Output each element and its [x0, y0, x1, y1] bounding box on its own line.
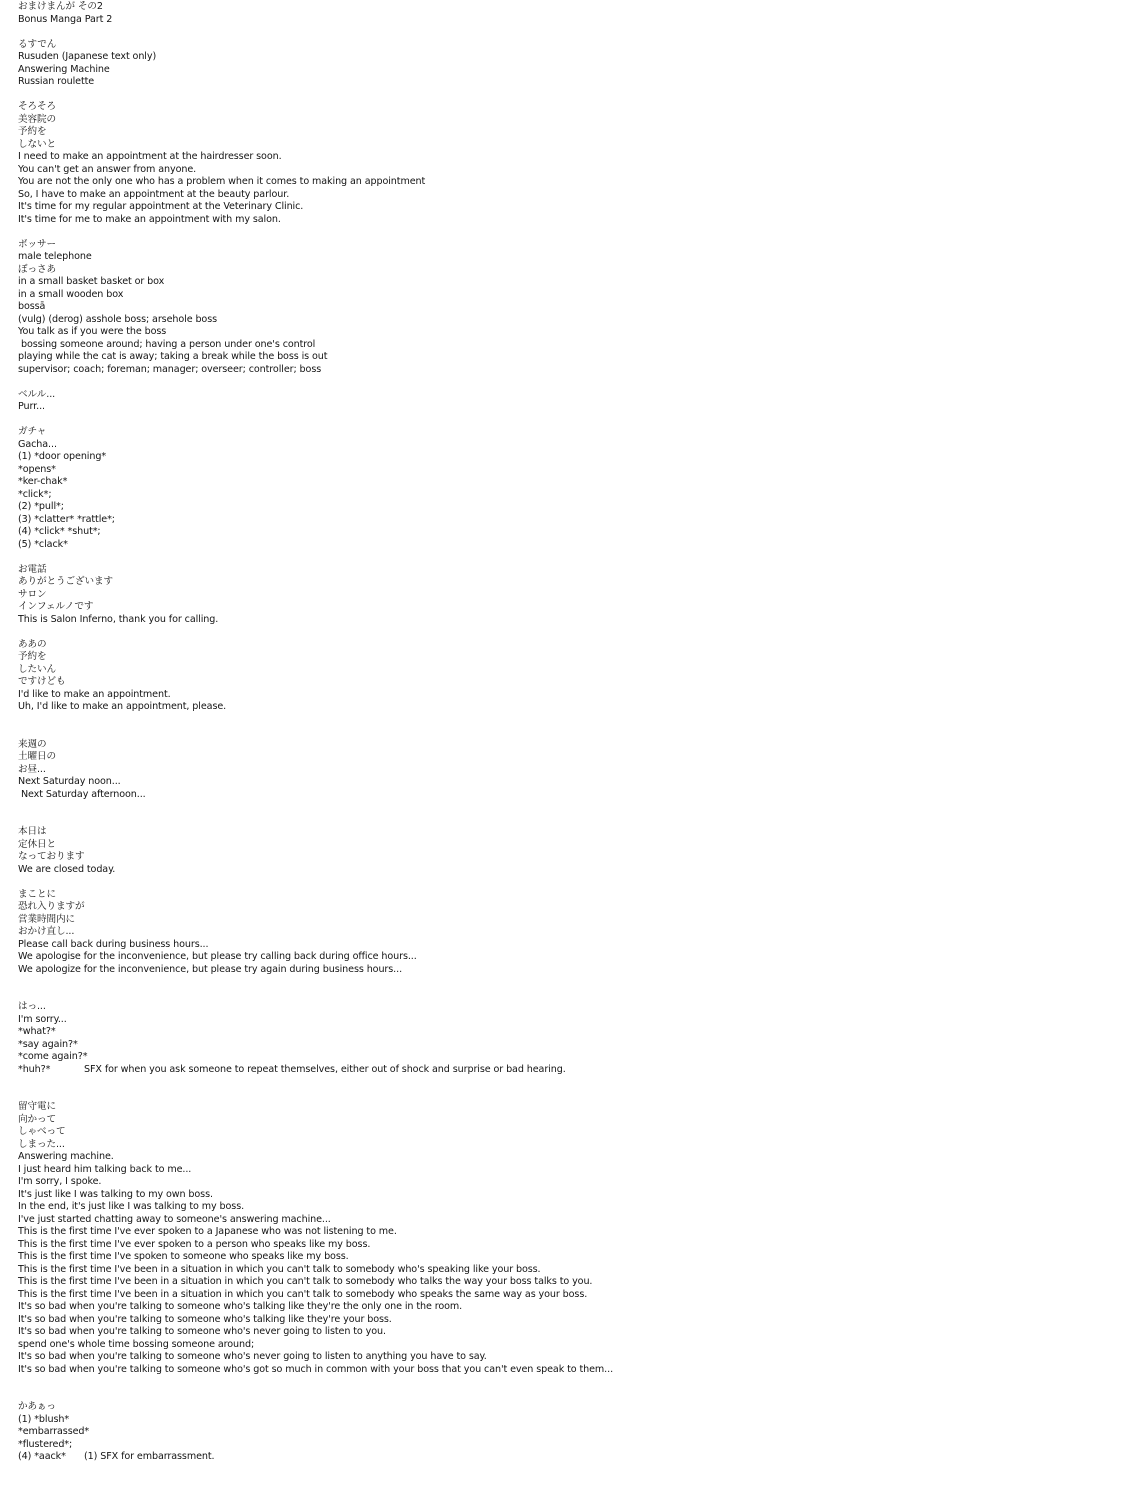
text-line: (1) *door opening*: [18, 451, 107, 462]
text-line: Russian roulette: [18, 76, 95, 87]
text-line: *flustered*;: [18, 1438, 73, 1450]
text-line: 向かって: [18, 1113, 56, 1125]
text-line: ですけども: [18, 676, 66, 687]
text-line: ボッサー: [18, 238, 56, 250]
text-line: This is the first time I've been in a situation in which you can't talk to somebody who speaks the same way as your boss.: [18, 1288, 588, 1300]
text-line: It's so bad when you're talking to someone who's never going to listen to you.: [18, 1326, 386, 1337]
text-line: したいん: [18, 663, 56, 675]
text-line: なっております: [18, 851, 85, 862]
text-line: 恐れ入りますが: [18, 901, 85, 912]
text-line: It's time for my regular appointment at the Veterinary Clinic.: [18, 201, 304, 212]
text-line: You talk as if you were the boss: [18, 326, 167, 337]
text-line: I need to make an appointment at the hairdresser soon.: [18, 151, 282, 162]
text-line: 留守電に: [18, 1101, 56, 1112]
text-line: It's just like I was talking to my own boss.: [18, 1188, 213, 1200]
text-line: It's so bad when you're talking to someone who's talking like they're your boss.: [18, 1313, 392, 1325]
text-line: 営業時間内に: [18, 913, 75, 925]
text-line: Purr...: [18, 401, 45, 412]
text-line: We apologize for the inconvenience, but please try again during business hours...: [18, 963, 403, 975]
text-line: Rusuden (Japanese text only): [18, 51, 157, 62]
text-line: I've just started chatting away to someone's answering machine...: [18, 1213, 331, 1225]
tabbed-line-note: (1) SFX for embarrassment.: [84, 1451, 215, 1462]
text-line: playing while the cat is away; taking a break while the boss is out: [18, 351, 328, 362]
text-line: 予約を: [18, 126, 47, 137]
text-line: お電話: [18, 563, 47, 575]
text-line: This is the first time I've been in a situation in which you can't talk to somebody who talks the way your boss talks to you.: [18, 1276, 593, 1287]
text-line: in a small basket basket or box: [18, 276, 165, 287]
text-line: ぼっさあ: [18, 263, 56, 275]
text-line: はっ...: [18, 1001, 46, 1012]
text-line: サロン: [18, 588, 47, 600]
text-line: Answering Machine: [18, 63, 110, 75]
text-line: (2) *pull*;: [18, 501, 64, 512]
text-line: るすでん: [18, 38, 57, 50]
text-line: This is the first time I've been in a situation in which you can't talk to somebody who's speaking like your boss.: [18, 1263, 541, 1275]
text-line: 定休日と: [18, 838, 56, 850]
text-line: male telephone: [18, 251, 92, 262]
text-line: ベルル...: [18, 388, 56, 400]
text-line: 本日は: [18, 826, 47, 837]
text-line: We apologise for the inconvenience, but please try calling back during office hours...: [18, 951, 417, 962]
tabbed-line: [18, 1451, 1125, 1464]
tabbed-line-lead: (4) *aack*: [18, 1451, 66, 1462]
text-line: bossā: [18, 301, 46, 312]
text-block: [18, 1, 1125, 26]
text-line: It's so bad when you're talking to someone who's never going to listen to anything you have to say.: [18, 1351, 487, 1362]
text-line: Bonus Manga Part 2: [18, 13, 113, 25]
tabbed-line-lead: *huh?*: [18, 1063, 51, 1075]
text-line: 来週の: [18, 738, 47, 750]
text-line: spend one's whole time bossing someone around;: [18, 1338, 255, 1350]
text-line: It's so bad when you're talking to someone who's talking like they're the only one in the room.: [18, 1301, 463, 1312]
text-line: *ker-chak*: [18, 476, 68, 487]
text-line: It's so bad when you're talking to someone who's got so much in common with your boss that you can't even speak to them...: [18, 1363, 614, 1375]
text-block: [18, 1101, 1125, 1376]
text-line: 土曜日の: [18, 751, 56, 762]
text-line: しゃべって: [18, 1126, 66, 1137]
text-block: [18, 739, 1125, 802]
text-line: I'm sorry...: [18, 1013, 67, 1025]
text-line: This is the first time I've ever spoken to a person who speaks like my boss.: [18, 1238, 371, 1250]
text-line: おかけ直し...: [18, 926, 75, 937]
tabbed-line-note: SFX for when you ask someone to repeat themselves, either out of shock and surprise or bad hearing.: [84, 1063, 566, 1075]
text-line: (5) *clack*: [18, 538, 68, 550]
text-block: [18, 39, 1125, 89]
text-line: *come again?*: [18, 1051, 88, 1062]
text-line: Please call back during business hours...: [18, 938, 209, 950]
text-block: [18, 639, 1125, 714]
text-line: (vulg) (derog) asshole boss; arsehole boss: [18, 313, 217, 325]
text-line: かあぁっ: [18, 1401, 56, 1412]
text-line: そろそろ: [18, 101, 56, 112]
text-line: *embarrassed*: [18, 1426, 90, 1437]
text-line: It's time for me to make an appointment with my salon.: [18, 213, 281, 225]
text-block: [18, 426, 1125, 551]
text-line: Next Saturday noon...: [18, 776, 121, 787]
text-block: [18, 564, 1125, 627]
text-line: Next Saturday afternoon...: [18, 788, 146, 800]
text-line: (3) *clatter* *rattle*;: [18, 513, 115, 525]
text-line: 予約を: [18, 651, 47, 662]
text-line: supervisor; coach; foreman; manager; overseer; controller; boss: [18, 363, 322, 375]
text-block: [18, 826, 1125, 876]
text-line: You are not the only one who has a problem when it comes to making an appointment: [18, 176, 426, 187]
text-line: In the end, it's just like I was talking to my boss.: [18, 1201, 245, 1212]
text-line: Gacha...: [18, 438, 57, 450]
text-line: お昼...: [18, 763, 46, 775]
text-line: (4) *click* *shut*;: [18, 526, 101, 537]
text-line: しまった...: [18, 1138, 65, 1150]
text-line: I'd like to make an appointment.: [18, 688, 171, 700]
text-line: まことに: [18, 888, 56, 900]
tabbed-line: [18, 1064, 1125, 1077]
text-block: [18, 889, 1125, 977]
text-line: This is the first time I've spoken to someone who speaks like my boss.: [18, 1251, 349, 1262]
text-line: I'm sorry, I spoke.: [18, 1176, 102, 1187]
text-line: *what?*: [18, 1026, 56, 1037]
text-block: [18, 1001, 1125, 1076]
text-line: This is the first time I've ever spoken to a Japanese who was not listening to me.: [18, 1226, 397, 1237]
text-line: *click*;: [18, 488, 52, 500]
text-line: (1) *blush*: [18, 1413, 70, 1425]
text-block: [18, 389, 1125, 414]
text-line: in a small wooden box: [18, 288, 124, 300]
text-line: ああの: [18, 638, 47, 650]
text-line: So, I have to make an appointment at the beauty parlour.: [18, 188, 290, 200]
text-line: Answering machine.: [18, 1151, 114, 1162]
text-line: ありがとうございます: [18, 576, 113, 587]
text-line: Uh, I'd like to make an appointment, please.: [18, 701, 227, 712]
text-block: [18, 239, 1125, 377]
text-line: You can't get an answer from anyone.: [18, 163, 197, 175]
text-line: 美容院の: [18, 113, 56, 125]
text-line: インフェルノです: [18, 601, 94, 612]
text-line: I just heard him talking back to me...: [18, 1163, 192, 1175]
text-line: しないと: [18, 138, 56, 150]
text-line: We are closed today.: [18, 863, 116, 875]
text-block: [18, 101, 1125, 226]
text-block: [18, 1401, 1125, 1464]
text-line: おまけまんが その2: [18, 1, 103, 12]
text-line: bossing someone around; having a person under one's control: [18, 338, 316, 350]
text-line: This is Salon Inferno, thank you for calling.: [18, 613, 219, 625]
text-line: *opens*: [18, 463, 56, 475]
text-line: ガチャ: [18, 426, 47, 437]
text-line: *say again?*: [18, 1038, 78, 1050]
